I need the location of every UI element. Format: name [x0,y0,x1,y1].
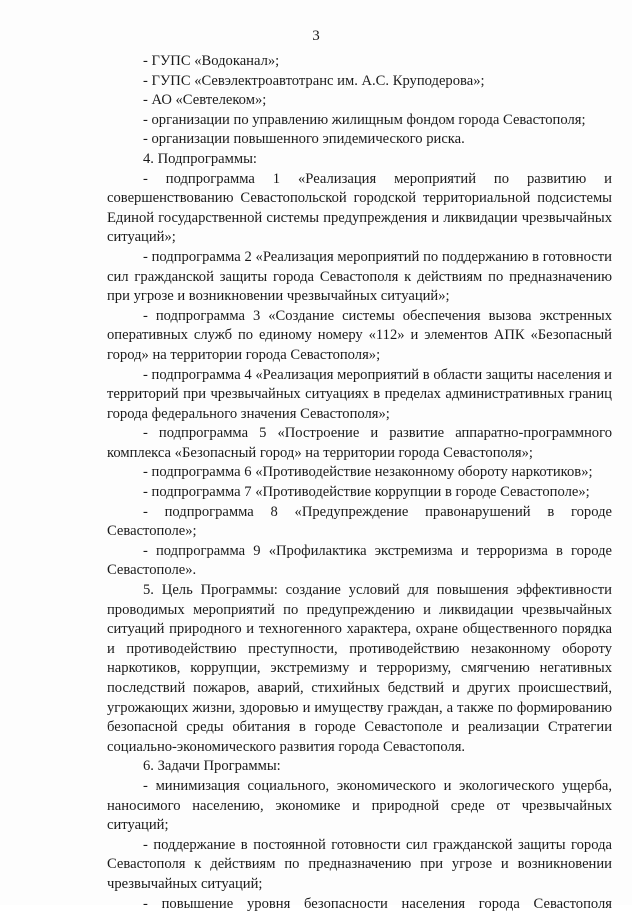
subprogram-item: - подпрограмма 1 «Реализация мероприятий по развитию и совершенствованию Севастопольской городской территориальной подсистемы Единой государственной системы предупреждения и ликвидации чрезвычайных ситуаций»; [107,170,612,246]
participant-item: - ГУПС «Севэлектроавтотранс им. А.С. Круподерова»; [143,72,485,89]
task-item: - минимизация социального, экономического и экологического ущерба, наносимого населению, экономике и природной среде от чрезвычайных ситуаций; [107,777,612,834]
program-goal: 5. Цель Программы: создание условий для повышения эффективности проводимых мероприятий по предупреждению и ликвидации чрезвычайных ситуаций природного и техногенного характера, охране общественного порядка и противодействию преступности, противодействию незаконному обороту наркотиков, коррупции, экстремизму и терроризму, смягчению негативных последствий пожаров, аварий, стихийных бедствий и других происшествий, угрожающих жизни, здоровью и имуществу граждан, а также по формированию безопасной среды обитания в городе Севастополе и реализации Стратегии социально-экономического развития города Севастополя. [107,582,612,755]
subprogram-item: - подпрограмма 8 «Предупреждение правонарушений в городе Севастополе»; [107,503,612,540]
participant-item: - организации повышенного эпидемического риска. [143,131,465,148]
participant-item: - АО «Севтелеком»; [143,92,267,109]
subprogram-item: - подпрограмма 6 «Противодействие незаконному обороту наркотиков»; [143,464,593,481]
page-number: 3 [312,28,320,44]
task-item: - повышение уровня безопасности населения города Севастополя [143,895,612,912]
subprograms-heading: 4. Подпрограммы: [143,150,257,167]
tasks-heading: 6. Задачи Программы: [143,758,281,775]
subprogram-item: - подпрограмма 2 «Реализация мероприятий по поддержанию в готовности сил гражданской защиты города Севастополя к действиям по предназначению при угрозе и возникновении чрезвычайных ситуаций»; [107,248,612,305]
participant-item: - ГУПС «Водоканал»; [143,53,280,69]
subprogram-item: - подпрограмма 9 «Профилактика экстремизма и терроризма в городе Севастополе». [107,542,612,579]
task-item: - поддержание в постоянной готовности сил гражданской защиты города Севастополя к действиям по предназначению при угрозе и возникновении чрезвычайных ситуаций; [107,836,612,892]
subprogram-item: - подпрограмма 4 «Реализация мероприятий в области защиты населения и территорий при чрезвычайных ситуациях в пределах административных границ города федерального значения Севастополя»; [107,366,612,422]
subprogram-item: - подпрограмма 7 «Противодействие коррупции в городе Севастополе»; [143,484,590,501]
subprogram-item: - подпрограмма 3 «Создание системы обеспечения вызова экстренных оперативных служб по единому номеру «112» и элементов АПК «Безопасный город» на территории города Севастополя»; [107,307,612,363]
subprogram-item: - подпрограмма 5 «Построение и развитие аппаратно-программного комплекса «Безопасный город» на территории города Севастополя»; [107,425,612,461]
document-body [107,52,612,914]
participant-item: - организации по управлению жилищным фондом города Севастополя; [143,111,586,128]
